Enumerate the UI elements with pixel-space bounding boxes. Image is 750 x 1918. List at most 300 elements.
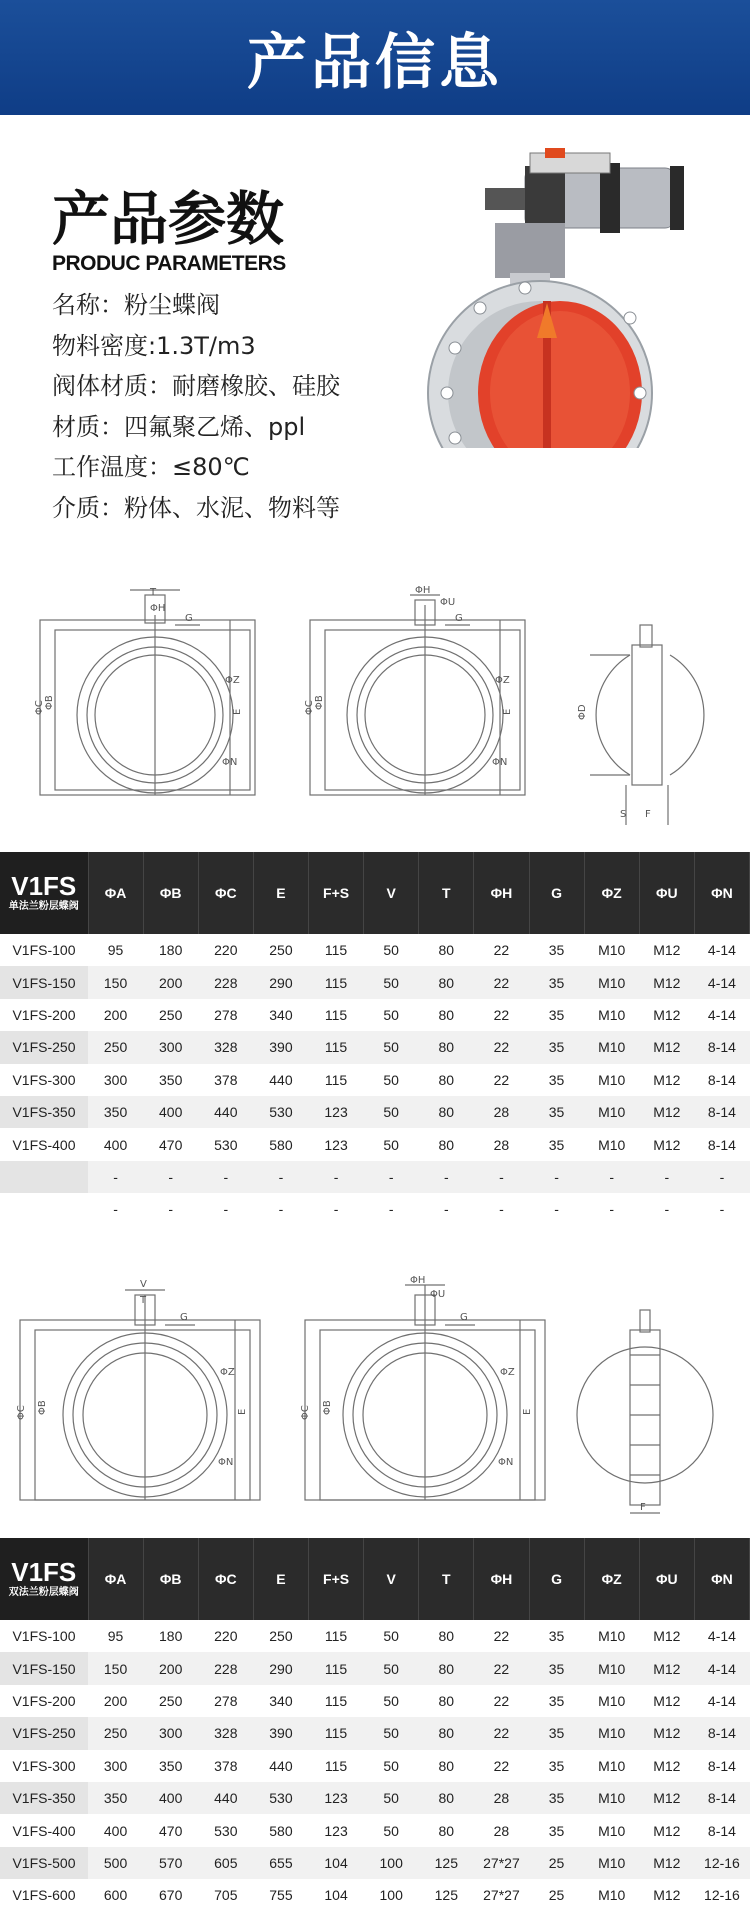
table-row: [0, 1879, 750, 1911]
table-cell: 250: [88, 1031, 143, 1063]
table-cell: 125: [419, 1879, 474, 1911]
table-cell: 50: [364, 1128, 419, 1160]
table-cell: 570: [143, 1847, 198, 1879]
table-row: [0, 1161, 750, 1193]
table-cell: 278: [198, 999, 253, 1031]
spec-temperature: 工作温度：≤80℃: [52, 453, 250, 481]
table-cell: M12: [639, 1128, 694, 1160]
model-cell: V1FS-250: [0, 1717, 88, 1749]
table-row: [0, 934, 750, 966]
table-cell: 530: [198, 1128, 253, 1160]
table-cell: 328: [198, 1031, 253, 1063]
table-cell: 35: [529, 1782, 584, 1814]
table-cell: 50: [364, 1750, 419, 1782]
table-cell: 200: [88, 999, 143, 1031]
table-header-row: [0, 1538, 750, 1620]
svg-text:ΦC: ΦC: [34, 700, 45, 715]
table-cell: 35: [529, 1750, 584, 1782]
svg-text:ΦC: ΦC: [300, 1405, 311, 1420]
column-header: T: [419, 1538, 474, 1620]
table-cell: 22: [474, 1652, 529, 1684]
model-cell: V1FS-200: [0, 1685, 88, 1717]
column-header: ΦN: [694, 1538, 749, 1620]
table-cell: 350: [88, 1096, 143, 1128]
table-cell: 400: [143, 1096, 198, 1128]
table-row: [0, 1782, 750, 1814]
table-row: [0, 1096, 750, 1128]
table-cell: 95: [88, 1620, 143, 1652]
model-cell: V1FS-150: [0, 966, 88, 998]
table-cell: 150: [88, 966, 143, 998]
table-cell: 28: [474, 1814, 529, 1846]
table-cell: -: [198, 1193, 253, 1225]
table-cell: 35: [529, 1620, 584, 1652]
table-cell: 8-14: [694, 1750, 749, 1782]
table-cell: 300: [88, 1064, 143, 1096]
table-cell: 180: [143, 934, 198, 966]
table-cell: -: [474, 1161, 529, 1193]
table-cell: 100: [364, 1847, 419, 1879]
params-title: 产品参数: [52, 185, 285, 253]
table-cell: 530: [198, 1814, 253, 1846]
table-cell: 340: [253, 999, 308, 1031]
table-cell: 115: [309, 966, 364, 998]
table-cell: 50: [364, 1685, 419, 1717]
table-cell: -: [364, 1161, 419, 1193]
spec-body-material: 阀体材质：耐磨橡胶、硅胶: [52, 372, 340, 400]
table-cell: 80: [419, 1620, 474, 1652]
svg-text:ΦN: ΦN: [492, 757, 508, 768]
table-cell: 50: [364, 1031, 419, 1063]
svg-text:G: G: [180, 1312, 188, 1323]
table-cell: 80: [419, 1814, 474, 1846]
table-cell: M10: [584, 1847, 639, 1879]
model-cell: V1FS-200: [0, 999, 88, 1031]
table-cell: 500: [88, 1847, 143, 1879]
model-header: [0, 1538, 88, 1620]
table-cell: 4-14: [694, 1685, 749, 1717]
table-cell: 125: [419, 1847, 474, 1879]
table-cell: M12: [639, 1879, 694, 1911]
technical-drawing-double-flange: [0, 1275, 750, 1520]
column-header: ΦZ: [584, 852, 639, 934]
table-cell: 278: [198, 1685, 253, 1717]
spec-table-single-flange: [0, 852, 750, 1226]
table-cell: 115: [309, 1652, 364, 1684]
table-cell: 35: [529, 934, 584, 966]
column-header: ΦB: [143, 852, 198, 934]
table-cell: 35: [529, 966, 584, 998]
svg-text:E: E: [237, 1408, 248, 1415]
table-cell: M12: [639, 1652, 694, 1684]
table-cell: -: [309, 1161, 364, 1193]
svg-text:G: G: [460, 1312, 468, 1323]
table-cell: M12: [639, 1847, 694, 1879]
svg-text:T: T: [140, 1295, 147, 1306]
table-cell: M12: [639, 1031, 694, 1063]
table-cell: 220: [198, 934, 253, 966]
params-subtitle: PRODUC PARAMETERS: [52, 252, 286, 275]
table-cell: 670: [143, 1879, 198, 1911]
table-cell: 50: [364, 1782, 419, 1814]
table-body: [0, 1620, 750, 1912]
table-cell: 4-14: [694, 966, 749, 998]
table-row: [0, 1620, 750, 1652]
table-cell: 250: [143, 1685, 198, 1717]
table-cell: 8-14: [694, 1031, 749, 1063]
table-cell: -: [198, 1161, 253, 1193]
table-cell: 655: [253, 1847, 308, 1879]
table-row: [0, 1814, 750, 1846]
model-cell: [0, 1193, 88, 1225]
table-cell: 4-14: [694, 1620, 749, 1652]
svg-text:E: E: [502, 708, 513, 715]
model-cell: V1FS-350: [0, 1782, 88, 1814]
table-cell: 80: [419, 1096, 474, 1128]
table-cell: 35: [529, 1814, 584, 1846]
svg-text:ΦB: ΦB: [37, 1400, 48, 1415]
table-cell: -: [694, 1193, 749, 1225]
table-cell: 35: [529, 999, 584, 1031]
table-cell: -: [639, 1161, 694, 1193]
table-cell: -: [419, 1161, 474, 1193]
column-header: ΦB: [143, 1538, 198, 1620]
svg-text:ΦD: ΦD: [577, 704, 588, 720]
table-cell: 22: [474, 1750, 529, 1782]
table-cell: -: [143, 1161, 198, 1193]
svg-text:G: G: [185, 613, 193, 624]
table-cell: 8-14: [694, 1128, 749, 1160]
table-cell: -: [639, 1193, 694, 1225]
column-header: G: [529, 1538, 584, 1620]
table-cell: M10: [584, 934, 639, 966]
table-cell: 440: [253, 1750, 308, 1782]
table-cell: 220: [198, 1620, 253, 1652]
table-cell: M10: [584, 1096, 639, 1128]
svg-text:ΦB: ΦB: [322, 1400, 333, 1415]
table-cell: 400: [88, 1814, 143, 1846]
table-row: [0, 1193, 750, 1225]
front-view-4: [300, 1275, 545, 1500]
spec-name: 名称：粉尘蝶阀: [52, 291, 220, 319]
table-row: [0, 999, 750, 1031]
table-cell: -: [253, 1193, 308, 1225]
table-cell: 440: [198, 1782, 253, 1814]
table-cell: -: [584, 1193, 639, 1225]
table-cell: 200: [143, 966, 198, 998]
table-cell: 50: [364, 934, 419, 966]
table-row: [0, 1847, 750, 1879]
table-cell: 50: [364, 1814, 419, 1846]
table-cell: 8-14: [694, 1064, 749, 1096]
table-cell: M10: [584, 1128, 639, 1160]
table-cell: 123: [309, 1128, 364, 1160]
table-cell: M12: [639, 1750, 694, 1782]
table-cell: 22: [474, 1685, 529, 1717]
table-cell: 300: [143, 1031, 198, 1063]
model-cell: V1FS-350: [0, 1096, 88, 1128]
table-cell: 80: [419, 1031, 474, 1063]
table-cell: M12: [639, 1782, 694, 1814]
svg-text:G: G: [455, 613, 463, 624]
column-header: G: [529, 852, 584, 934]
svg-text:ΦC: ΦC: [16, 1405, 27, 1420]
table-cell: M12: [639, 1064, 694, 1096]
column-header: F+S: [309, 852, 364, 934]
table-cell: 705: [198, 1879, 253, 1911]
table-cell: 400: [88, 1128, 143, 1160]
model-cell: V1FS-100: [0, 1620, 88, 1652]
table-row: [0, 1717, 750, 1749]
model-header: [0, 852, 88, 934]
table-cell: 755: [253, 1879, 308, 1911]
svg-text:S: S: [620, 809, 627, 820]
table-cell: -: [364, 1193, 419, 1225]
table-cell: 300: [88, 1750, 143, 1782]
table-cell: 22: [474, 1620, 529, 1652]
svg-text:ΦB: ΦB: [44, 695, 55, 710]
table-row: [0, 1685, 750, 1717]
table-cell: 100: [364, 1879, 419, 1911]
table-cell: 390: [253, 1717, 308, 1749]
table-cell: 27*27: [474, 1879, 529, 1911]
table-cell: 104: [309, 1847, 364, 1879]
svg-text:ΦH: ΦH: [415, 585, 431, 596]
table-cell: M10: [584, 1064, 639, 1096]
column-header: ΦU: [639, 852, 694, 934]
table-row: [0, 1128, 750, 1160]
table-cell: 115: [309, 1031, 364, 1063]
table-cell: 27*27: [474, 1847, 529, 1879]
table-cell: -: [694, 1161, 749, 1193]
model-cell: V1FS-600: [0, 1879, 88, 1911]
table-cell: 22: [474, 1064, 529, 1096]
column-header: ΦU: [639, 1538, 694, 1620]
table-cell: 22: [474, 999, 529, 1031]
model-description: 双法兰粉层蝶阀: [8, 1587, 79, 1598]
model-description: 单法兰粉层蝶阀: [8, 901, 79, 912]
model-cell: V1FS-300: [0, 1750, 88, 1782]
svg-text:ΦU: ΦU: [430, 1289, 446, 1300]
table-cell: 350: [88, 1782, 143, 1814]
spec-table-double-flange: [0, 1538, 750, 1912]
table-cell: 4-14: [694, 1652, 749, 1684]
model-cell: V1FS-250: [0, 1031, 88, 1063]
table-cell: -: [529, 1193, 584, 1225]
table-cell: 115: [309, 1717, 364, 1749]
table-cell: 50: [364, 1717, 419, 1749]
table-cell: -: [143, 1193, 198, 1225]
table-cell: 180: [143, 1620, 198, 1652]
table-cell: 4-14: [694, 934, 749, 966]
column-header: F+S: [309, 1538, 364, 1620]
table-cell: 35: [529, 1064, 584, 1096]
table-cell: 580: [253, 1128, 308, 1160]
table-cell: 95: [88, 934, 143, 966]
table-row: [0, 1652, 750, 1684]
table-cell: 50: [364, 1096, 419, 1128]
column-header: ΦA: [88, 852, 143, 934]
technical-drawing-single-flange: [0, 585, 750, 840]
svg-text:ΦH: ΦH: [150, 603, 166, 614]
table-cell: 28: [474, 1128, 529, 1160]
model-cell: [0, 1161, 88, 1193]
table-cell: -: [88, 1193, 143, 1225]
table-cell: M12: [639, 1814, 694, 1846]
column-header: ΦC: [198, 1538, 253, 1620]
table-row: [0, 1750, 750, 1782]
front-view-1: [34, 587, 255, 795]
model-cell: V1FS-500: [0, 1847, 88, 1879]
table-cell: 250: [143, 999, 198, 1031]
table-cell: M10: [584, 1685, 639, 1717]
table-cell: 378: [198, 1750, 253, 1782]
spec-list: [52, 285, 340, 528]
table-cell: -: [309, 1193, 364, 1225]
table-cell: 440: [198, 1096, 253, 1128]
table-cell: 600: [88, 1879, 143, 1911]
svg-text:ΦB: ΦB: [314, 695, 325, 710]
front-view-2: [304, 585, 525, 795]
table-cell: M12: [639, 1096, 694, 1128]
table-cell: 115: [309, 934, 364, 966]
table-cell: 8-14: [694, 1096, 749, 1128]
table-cell: -: [584, 1161, 639, 1193]
column-header: ΦZ: [584, 1538, 639, 1620]
table-cell: 80: [419, 999, 474, 1031]
table-cell: M10: [584, 1879, 639, 1911]
table-cell: M12: [639, 1620, 694, 1652]
table-cell: 115: [309, 1750, 364, 1782]
table-cell: -: [88, 1161, 143, 1193]
svg-text:ΦC: ΦC: [304, 700, 315, 715]
table-cell: 378: [198, 1064, 253, 1096]
table-cell: 80: [419, 1685, 474, 1717]
table-cell: 80: [419, 934, 474, 966]
table-cell: 440: [253, 1064, 308, 1096]
table-cell: M10: [584, 1652, 639, 1684]
spec-medium: 介质：粉体、水泥、物料等: [52, 493, 340, 522]
column-header: V: [364, 852, 419, 934]
table-cell: M10: [584, 1782, 639, 1814]
column-header: T: [419, 852, 474, 934]
table-cell: M10: [584, 999, 639, 1031]
table-cell: 250: [253, 934, 308, 966]
svg-text:E: E: [232, 708, 243, 715]
table-cell: M10: [584, 1814, 639, 1846]
header-banner: [0, 0, 750, 115]
column-header: ΦH: [474, 1538, 529, 1620]
model-name: V1FS: [11, 871, 77, 901]
table-row: [0, 1031, 750, 1063]
table-cell: 328: [198, 1717, 253, 1749]
table-header-row: [0, 852, 750, 934]
table-cell: 300: [143, 1717, 198, 1749]
table-cell: 250: [253, 1620, 308, 1652]
table-cell: M12: [639, 966, 694, 998]
table-cell: 605: [198, 1847, 253, 1879]
table-cell: 104: [309, 1879, 364, 1911]
table-cell: 390: [253, 1031, 308, 1063]
table-cell: 8-14: [694, 1717, 749, 1749]
svg-text:ΦN: ΦN: [498, 1457, 514, 1468]
table-cell: 150: [88, 1652, 143, 1684]
table-cell: 22: [474, 934, 529, 966]
model-cell: V1FS-100: [0, 934, 88, 966]
table-cell: 50: [364, 1620, 419, 1652]
table-cell: 228: [198, 966, 253, 998]
spec-material: 材质：四氟聚乙烯、ppl: [52, 412, 306, 441]
table-cell: 22: [474, 966, 529, 998]
table-cell: 80: [419, 1652, 474, 1684]
table-cell: 80: [419, 1717, 474, 1749]
table-cell: 35: [529, 1685, 584, 1717]
table-cell: 530: [253, 1096, 308, 1128]
table-cell: 340: [253, 1685, 308, 1717]
table-cell: M12: [639, 1717, 694, 1749]
svg-text:V: V: [140, 1279, 147, 1290]
table-cell: 35: [529, 1031, 584, 1063]
svg-text:ΦH: ΦH: [410, 1275, 426, 1286]
table-cell: -: [529, 1161, 584, 1193]
column-header: E: [253, 1538, 308, 1620]
table-cell: 25: [529, 1847, 584, 1879]
svg-text:E: E: [522, 1408, 533, 1415]
table-cell: 580: [253, 1814, 308, 1846]
table-cell: 80: [419, 966, 474, 998]
svg-text:ΦU: ΦU: [440, 597, 456, 608]
svg-text:ΦZ: ΦZ: [225, 675, 240, 686]
table-cell: 35: [529, 1096, 584, 1128]
table-cell: 4-14: [694, 999, 749, 1031]
column-header: ΦC: [198, 852, 253, 934]
table-cell: M12: [639, 934, 694, 966]
table-cell: M12: [639, 1685, 694, 1717]
model-cell: V1FS-300: [0, 1064, 88, 1096]
table-cell: 200: [143, 1652, 198, 1684]
table-cell: 22: [474, 1031, 529, 1063]
table-cell: 50: [364, 966, 419, 998]
table-row: [0, 1064, 750, 1096]
table-cell: M10: [584, 966, 639, 998]
banner-title: 产品信息: [247, 27, 503, 98]
table-cell: 200: [88, 1685, 143, 1717]
table-body: [0, 934, 750, 1226]
table-cell: 28: [474, 1782, 529, 1814]
table-cell: M10: [584, 1750, 639, 1782]
table-row: [0, 966, 750, 998]
svg-text:ΦZ: ΦZ: [500, 1367, 515, 1378]
table-cell: M10: [584, 1717, 639, 1749]
table-cell: 228: [198, 1652, 253, 1684]
table-cell: 530: [253, 1782, 308, 1814]
svg-text:F: F: [645, 809, 651, 820]
table-cell: 80: [419, 1750, 474, 1782]
table-cell: 123: [309, 1782, 364, 1814]
svg-text:ΦZ: ΦZ: [220, 1367, 235, 1378]
model-cell: V1FS-400: [0, 1814, 88, 1846]
table-cell: 35: [529, 1652, 584, 1684]
table-cell: 115: [309, 999, 364, 1031]
svg-text:ΦN: ΦN: [218, 1457, 234, 1468]
table-cell: 470: [143, 1814, 198, 1846]
column-header: ΦA: [88, 1538, 143, 1620]
front-view-3: [16, 1279, 260, 1500]
svg-text:T: T: [150, 587, 157, 598]
side-view: [577, 625, 704, 825]
column-header: ΦH: [474, 852, 529, 934]
table-cell: 80: [419, 1064, 474, 1096]
